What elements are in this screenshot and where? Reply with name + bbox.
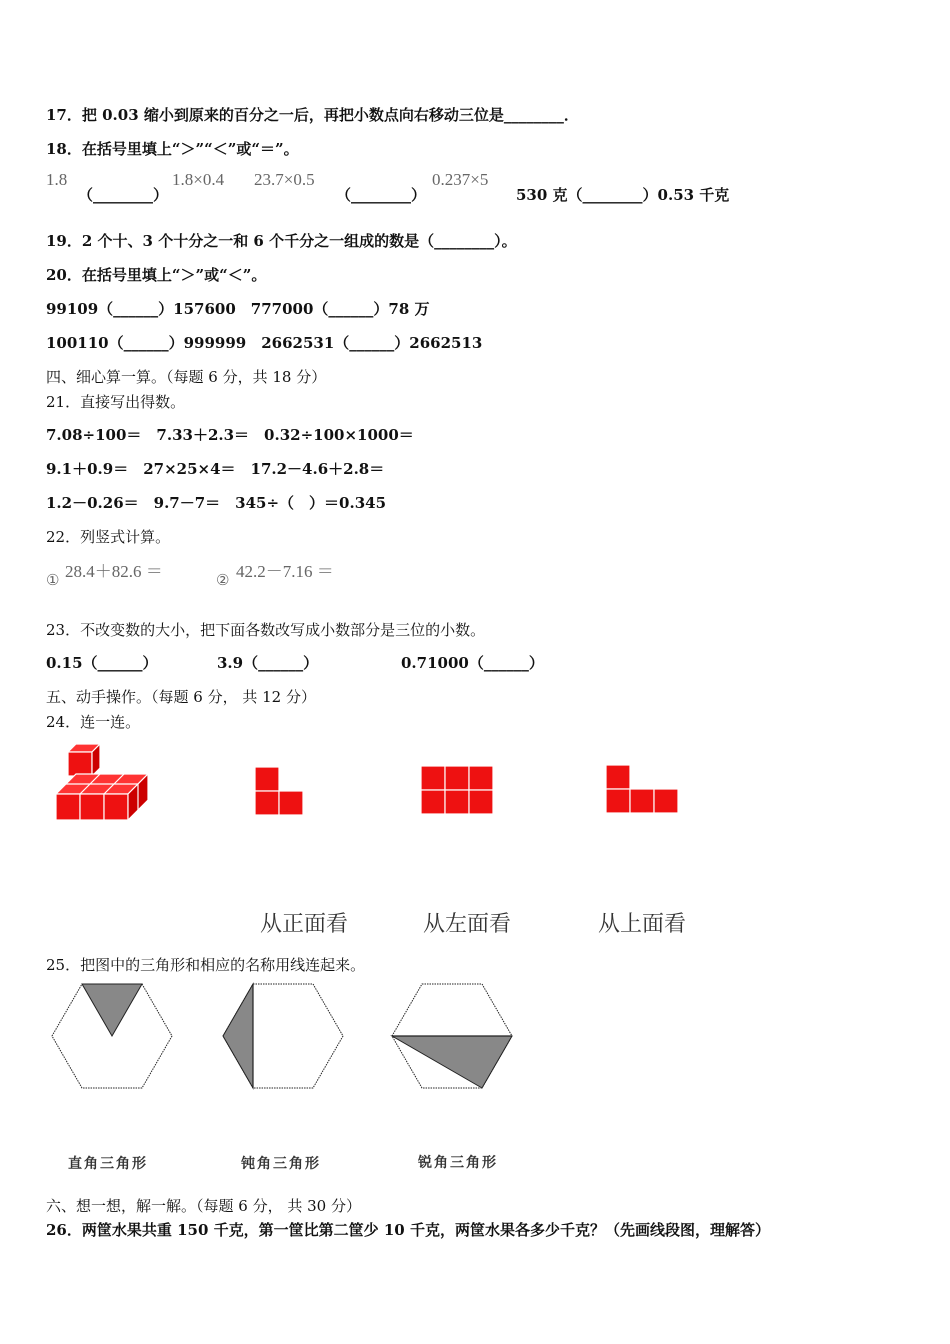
label-right-triangle: 直角三角形 [68, 1156, 148, 1172]
q23-b: 3.9（______） [217, 654, 319, 672]
question-20-title: 20．在括号里填上“＞”或“＜”。 [46, 266, 267, 284]
q23-c: 0.71000（______） [401, 654, 544, 672]
section-6-heading: 六、想一想，解一解。（每题 6 分， 共 30 分） [46, 1197, 361, 1215]
q22-expression-1: 28.4＋82.6 ＝ [65, 562, 163, 581]
q22-expression-2: 42.2－7.16 ＝ [236, 562, 334, 581]
question-17: 17．把 0.03 缩小到原来的百分之一后，再把小数点向右移动三位是________． [46, 106, 579, 124]
hexagon-figure-1 [50, 980, 175, 1090]
q18-b-left: 23.7×0.5 [254, 170, 315, 189]
hexagon-figure-3 [390, 980, 515, 1090]
question-23-title: 23．不改变数的大小，把下面各数改写成小数部分是三位的小数。 [46, 621, 486, 639]
question-25-title: 25．把图中的三角形和相应的名称用线连起来。 [46, 956, 366, 974]
q18-b-right: 0.237×5 [432, 170, 489, 189]
label-obtuse-triangle: 钝角三角形 [241, 1156, 321, 1172]
question-20-row1: 99109（______）157600 777000（______）78 万 [46, 300, 430, 318]
question-19: 19．2 个十、3 个十分之一和 6 个千分之一组成的数是（________）。 [46, 232, 517, 250]
question-21-row2: 9.1＋0.9＝ 27×25×4＝ 17.2－4.6＋2.8＝ [46, 460, 385, 478]
label-acute-triangle: 锐角三角形 [418, 1155, 498, 1171]
hexagon-figure-2 [221, 980, 346, 1090]
q22-marker-1: ① [46, 573, 60, 589]
question-24-title: 24．连一连。 [46, 713, 141, 731]
q22-marker-2: ② [216, 573, 230, 589]
q18-c: 530 克（________）0.53 千克 [516, 186, 730, 204]
question-21-row1: 7.08÷100＝ 7.33＋2.3＝ 0.32÷100×1000＝ [46, 426, 414, 444]
section-5-heading: 五、动手操作。（每题 6 分， 共 12 分） [46, 688, 316, 706]
question-21-title: 21．直接写出得数。 [46, 393, 186, 411]
label-front-view: 从正面看 [260, 912, 349, 937]
q18-a-left: 1.8 [46, 170, 68, 189]
question-22-title: 22．列竖式计算。 [46, 528, 171, 546]
question-26: 26．两筐水果共重 150 千克，第一筐比第二筐少 10 千克，两筐水果各多少千克？（先画线段图，理解答） [46, 1221, 770, 1239]
view-rectangle-figure [420, 765, 494, 815]
cube-solid-figure [52, 750, 152, 825]
q18-a-right: 1.8×0.4 [172, 170, 225, 189]
question-18-title: 18．在括号里填上“＞”“＜”或“＝”。 [46, 140, 299, 158]
q23-a: 0.15（______） [46, 654, 158, 672]
q18-a-blank: （________） [78, 186, 169, 204]
view-l-shape-figure [254, 766, 306, 816]
view-long-l-shape-figure [605, 764, 681, 814]
label-left-view: 从左面看 [423, 912, 512, 937]
question-21-row3: 1.2－0.26＝ 9.7－7＝ 345÷（ ）＝0.345 [46, 494, 387, 512]
question-20-row2: 100110（______）999999 2662531（______）2662513 [46, 334, 483, 352]
q18-b-blank: （________） [336, 186, 427, 204]
label-top-view: 从上面看 [598, 912, 687, 937]
section-4-heading: 四、细心算一算。（每题 6 分，共 18 分） [46, 368, 327, 386]
